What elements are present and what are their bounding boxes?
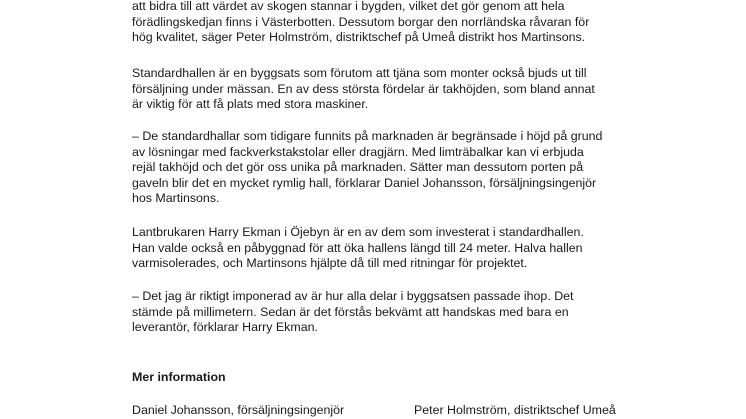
paragraph-line: gaveln blir det en mycket rymlig hall, förklarar Daniel Johansson, försäljningsingenjör bbox=[132, 175, 597, 190]
paragraph-3 bbox=[132, 129, 692, 207]
paragraph-line: hög kvalitet, säger Peter Holmström, distriktschef på Umeå distrikt hos Martinsons. bbox=[132, 30, 586, 45]
paragraph-line: – De standardhallar som tidigare funnits på marknaden är begränsade i höjd på grund bbox=[132, 129, 603, 143]
paragraph-2 bbox=[132, 66, 692, 113]
contact-daniel-johansson: Daniel Johansson, försäljningsingenjör bbox=[132, 403, 345, 417]
paragraph-line: – Det jag är riktigt imponerad av är hur alla delar i byggsatsen passade ihop. Det bbox=[132, 289, 574, 303]
paragraph-line: är viktig för att få plats med stora maskiner. bbox=[132, 97, 369, 112]
paragraph-line: stämde på millimetern. Sedan är det förstås bekvämt att handskas med bara en bbox=[132, 304, 569, 319]
paragraph-1 bbox=[132, 0, 692, 46]
paragraph-line: rejäl takhöjd och det gör oss unika på marknaden. Sätter man dessutom porten på bbox=[132, 160, 584, 175]
paragraph-line: Han valde också en påbyggnad för att öka hallens längd till 24 meter. Halva hallen bbox=[132, 240, 583, 255]
paragraph-line: att bidra till att värdet av skogen stannar i bygden, vilket det gör genom att hela bbox=[132, 0, 565, 13]
paragraph-line: Standardhallen är en byggsats som förutom att tjäna som monter också bjuds ut till bbox=[132, 66, 587, 80]
more-info-heading: Mer information bbox=[132, 370, 226, 384]
paragraph-4 bbox=[132, 225, 692, 272]
paragraph-line: försäljning under mässan. En av dess största fördelar är takhöjden, som bland annat bbox=[132, 81, 595, 96]
contact-peter-holmstrom: Peter Holmström, distriktschef Umeå bbox=[414, 403, 616, 417]
paragraph-line: hos Martinsons. bbox=[132, 191, 220, 206]
paragraph-line: Lantbrukaren Harry Ekman i Öjebyn är en av dem som investerat i standardhallen. bbox=[132, 225, 584, 239]
paragraph-line: förädlingskedjan finns i Västerbotten. Dessutom borgar den norrländska råvaran för bbox=[132, 14, 590, 29]
paragraph-line: leverantör, förklarar Harry Ekman. bbox=[132, 320, 318, 335]
paragraph-line: varmisolerades, och Martinsons hjälpte då till med ritningar för projektet. bbox=[132, 256, 528, 271]
paragraph-line: av lösningar med fackverkstakstolar eller dragjärn. Med limträbalkar kan vi erbjuda bbox=[132, 144, 584, 159]
paragraph-5 bbox=[132, 289, 692, 336]
